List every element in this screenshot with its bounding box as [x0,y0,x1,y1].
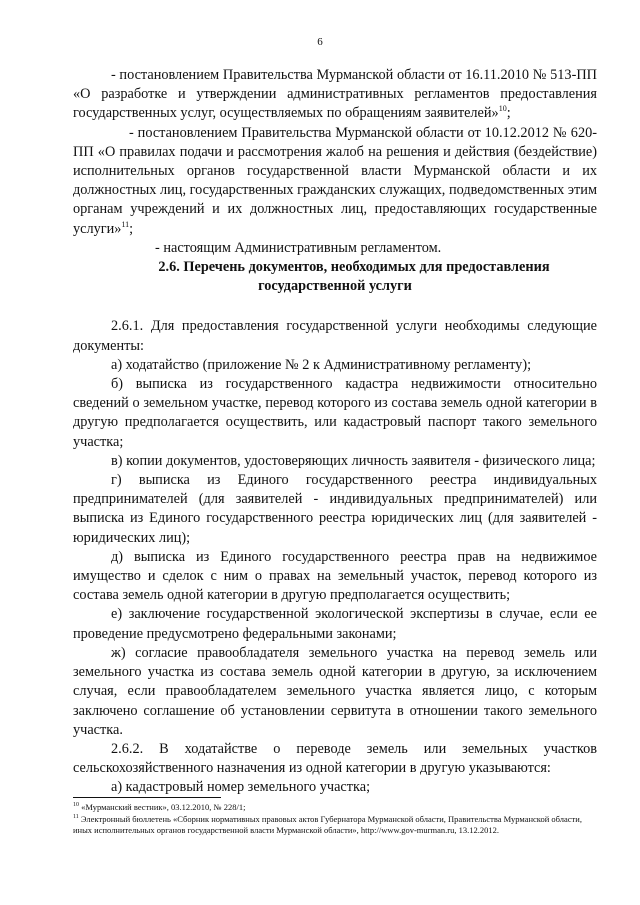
section-item: 2.6.2. В ходатайстве о переводе земель или земельных участков сельскохозяйственного назначения из одной категории в другую указываются: [73,740,597,777]
section-item: г) выписка из Единого государственного реестра индивидуальных предпринимателей (для заявителей - индивидуальных предпринимателей) или выписка из Единого государственного реестра юридических лиц (для заявителей - юридических лиц); [73,472,597,546]
section-item: е) заключение государственной экологической экспертизы в случае, если ее проведение предусмотрено федеральными законами; [73,606,597,642]
footnote-10: $^{10}$ «Мурманский вестник», 03.12.2010, № 228/1; [73,802,246,812]
footnote-ref-11: 11 [121,219,130,229]
section-item: б) выписка из государственного кадастра недвижимости относительно сведений о земельном участке, перевод которого из состава земель одной категории в другую предполагается осуществить, или кадастровый паспорт такого земельного участка; [73,376,597,450]
section-item: ж) согласие правообладателя земельного участка на перевод земель или земельного участка из состава земель одной категории в другую, за исключением случая, если правообладателем земельного участка является лицо, с которым заключено соглашение об установлении сервитута в отношении такого земельного участка. [73,644,597,738]
section-item: а) ходатайство (приложение № 2 к Административному регламенту); [111,356,532,373]
paragraph-decree-620: - постановлением Правительства Мурманской области от 10.12.2012 № 620-ПП «О правилах подачи и рассмотрения жалоб на решения и действия (бездействие) исполнительных органов государственной власти Мурманской области и их должностных лиц, государственных гражданских служащих, подведомственных этим органам учреждений и их должностных лиц, предоставляющих государственные услуги»$^{11}$; [73,124,597,237]
section-item: а) кадастровый номер земельного участка; [111,779,371,796]
section-item: в) копии документов, удостоверяющих личность заявителя - физического лица; [111,452,596,469]
section-item: д) выписка из Единого государственного реестра прав на недвижимое имущество и сделок с ним о правах на земельный участок, перевод которого из состава земель одной категории в другую предполагается осуществить; [73,548,597,604]
footnotes [73,802,597,837]
page-number: 6 [317,36,323,48]
paragraph-decree-513: - постановлением Правительства Мурманской области от 16.11.2010 № 513-ПП «О разработке и утверждении административных регламентов предоставления государственных услуг, осуществляемых по обращениям заявителей»$^{10}$; [73,67,597,122]
section-item: 2.6.1. Для предоставления государственной услуги необходимы следующие документы: [73,318,597,354]
footnote-ref-10: 10 [498,104,507,114]
document-body [73,66,597,798]
section-heading: 2.6. Перечень документов, необходимых для предоставления государственной услуги [158,259,550,295]
paragraph-this-regulation: - настоящим Административным регламентом. [155,239,442,256]
footnote-11: $^{11}$ Электронный бюллетень «Сборник нормативных правовых актов Губернатора Мурманской области, Правительства Мурманской области, иных исполнительных органов государственной власти Мурманской области», http://www.gov-murman.ru, 13.12.2012. [73,813,582,835]
footnote-divider [73,797,221,798]
